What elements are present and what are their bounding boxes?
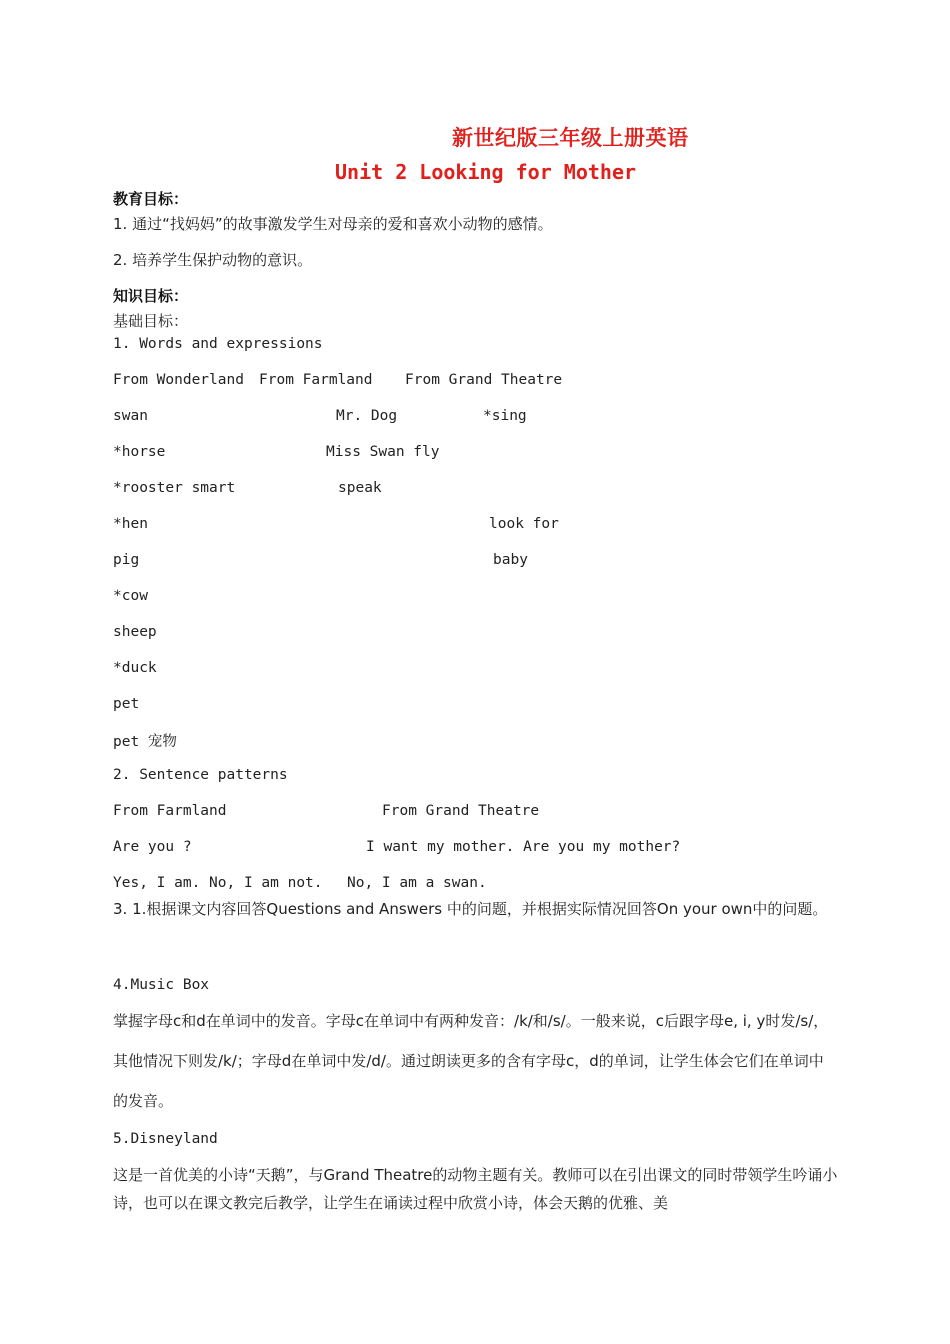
music-box-title: 4.Music Box [113,977,210,993]
document-title-english: Unit 2 Looking for Mother [335,160,637,184]
education-goals-heading: 教育目标： [113,190,189,208]
music-box-paragraph: 掌握字母c和d在单词中的发音。字母c在单词中有两种发音：/k/和/s/。一般来说，c后跟字母e, i, y时发/s/，其他情况下则发/k/；字母d在单词中发/d/。通过朗读更多的含有字母c，d的单词，让学生体会它们在单词中的发音。 [113,1012,829,1110]
word-row-2-col-2: Miss Swan fly [326,444,440,460]
word-column-header-farmland: From Farmland [259,372,373,388]
word-row-1-col-1: swan [113,408,148,424]
sentence-section-title: 2. Sentence patterns [113,767,288,783]
sentence-row-1-col-2: I want my mother. Are you my mother? [366,839,681,855]
word-row-9-col-1: pet [113,696,140,712]
word-row-3-col-1: *rooster smart [113,480,236,496]
sentence-row-1-col-1: Are you ? [113,839,192,855]
word-row-6-col-1: *cow [113,588,148,604]
word-row-7-col-1: sheep [113,624,157,640]
word-column-header-wonderland: From Wonderland [113,372,244,388]
word-row-5-col-1: pig [113,552,140,568]
education-goal-1: 1. 通过“找妈妈”的故事激发学生对母亲的爱和喜欢小动物的感情。 [113,215,553,233]
word-row-4-col-3: look for [489,516,559,532]
word-row-1-col-2: Mr. Dog [336,408,398,424]
disneyland-title: 5.Disneyland [113,1131,218,1147]
knowledge-goals-heading: 知识目标： [113,287,189,305]
word-row-4-col-1: *hen [113,516,148,532]
word-column-header-grand-theatre: From Grand Theatre [405,372,563,388]
qa-instruction-paragraph: 3. 1.根据课文内容回答Questions and Answers 中的问题，并根据实际情况回答On your own中的问题。 [113,900,828,918]
word-row-1-col-3: *sing [483,408,527,424]
basic-goals-subheading: 基础目标： [113,312,189,330]
sentence-header-farmland: From Farmland [113,803,227,819]
sentence-row-2-col-1: Yes, I am. No, I am not. [113,875,323,891]
disneyland-paragraph: 这是一首优美的小诗“天鹅”，与Grand Theatre的动物主题有关。教师可以在引出课文的同时带领学生吟诵小诗，也可以在课文教完后教学，让学生在诵读过程中欣赏小诗，体会天鹅的优雅、美 [113,1166,838,1212]
word-row-10-col-1: pet 宠物 [113,734,177,750]
sentence-row-2-col-2: No, I am a swan. [347,875,487,891]
word-row-2-col-1: *horse [113,444,166,460]
words-section-title: 1. Words and expressions [113,336,323,352]
document-title-chinese: 新世纪版三年级上册英语 [452,126,689,150]
education-goal-2: 2. 培养学生保护动物的意识。 [113,251,313,269]
word-row-8-col-1: *duck [113,660,157,676]
sentence-header-grand-theatre: From Grand Theatre [382,803,540,819]
word-row-3-col-2: speak [338,480,382,496]
word-row-5-col-3: baby [493,552,528,568]
